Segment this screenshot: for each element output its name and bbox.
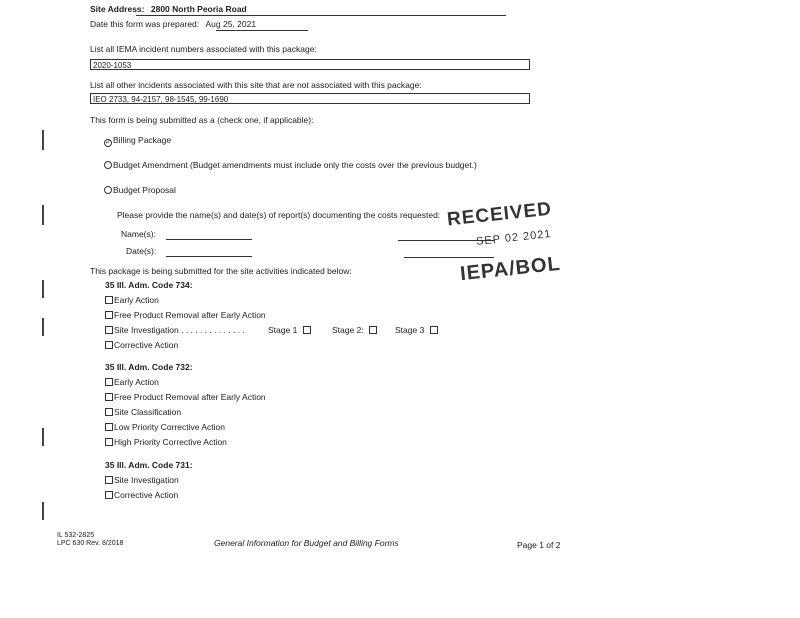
code-732-high-priority[interactable] [105, 437, 227, 447]
checkbox-icon[interactable] [369, 326, 377, 334]
site-address-value: 2800 North Peoria Road [150, 4, 247, 14]
incident-numbers-field[interactable]: 2020-1053 [90, 59, 530, 70]
received-stamp-text: RECEIVED [446, 198, 553, 231]
date-prepared-label: Date this form was prepared: [90, 19, 200, 29]
checkbox-icon[interactable] [105, 408, 113, 416]
radio-icon[interactable] [104, 161, 112, 169]
code-731-site-investigation[interactable] [105, 475, 179, 485]
dates-field-line[interactable] [166, 256, 252, 257]
incident-numbers-label: List all IEMA incident numbers associated with this package: [90, 44, 317, 54]
scan-margin-mark [42, 205, 44, 225]
scan-margin-mark [42, 280, 44, 298]
submission-type-label: This form is being submitted as a (check one, if applicable): [90, 115, 314, 125]
checkbox-icon[interactable] [105, 438, 113, 446]
checkbox-label: Early Action [114, 377, 159, 387]
code-734-free-product[interactable] [105, 310, 266, 320]
checkbox-icon[interactable] [105, 393, 113, 401]
scan-margin-mark [42, 502, 44, 520]
budget-amendment-option[interactable] [104, 160, 477, 170]
billing-package-label: Billing Package [113, 135, 172, 145]
form-id-1: IL 532-2825 [57, 532, 95, 539]
stage-2-label: Stage 2: [332, 325, 364, 335]
code-731-heading: 35 Ill. Adm. Code 731: [105, 460, 193, 470]
budget-proposal-option[interactable] [104, 185, 176, 195]
budget-amendment-label: Budget Amendment (Budget amendments must include only the costs over the previous budget.) [113, 160, 477, 170]
checkbox-icon[interactable] [105, 476, 113, 484]
other-incidents-field[interactable]: IEO 2733, 94-2157, 98-1545, 99-1690 [90, 93, 530, 104]
checkbox-icon[interactable] [105, 378, 113, 386]
dates-label: Date(s): [126, 246, 157, 256]
checkbox-label: Corrective Action [114, 340, 179, 350]
stage-1-option[interactable] [268, 325, 312, 335]
checkbox-icon[interactable] [105, 296, 113, 304]
page-number: Page 1 of 2 [517, 540, 561, 550]
code-732-early-action[interactable] [105, 377, 159, 387]
other-incidents-label: List all other incidents associated with this site that are not associated with this package: [90, 80, 422, 90]
dates-field-line-2[interactable] [404, 257, 494, 258]
site-address-underline [136, 15, 506, 16]
checkbox-label: Low Priority Corrective Action [114, 422, 226, 432]
site-address-row [90, 4, 247, 14]
checkbox-icon[interactable] [105, 341, 113, 349]
stage-2-option[interactable] [332, 325, 378, 335]
site-address-label: Site Address: [90, 4, 145, 14]
received-stamp-date: SEP 02 2021 [475, 228, 553, 248]
scan-margin-mark [42, 428, 44, 446]
date-prepared-row [90, 19, 256, 29]
checkbox-icon[interactable] [105, 423, 113, 431]
checkbox-icon[interactable] [105, 311, 113, 319]
code-732-site-classification[interactable] [105, 407, 181, 417]
scan-margin-mark [42, 318, 44, 336]
checkbox-icon[interactable] [303, 326, 311, 334]
checkbox-label: Corrective Action [114, 490, 179, 500]
radio-icon[interactable] [104, 186, 112, 194]
code-734-corrective-action[interactable] [105, 340, 178, 350]
code-732-low-priority[interactable] [105, 422, 225, 432]
report-prompt: Please provide the name(s) and date(s) of report(s) documenting the costs requested: [117, 210, 441, 220]
code-734-site-investigation[interactable] [105, 325, 245, 335]
billing-package-option[interactable] [104, 135, 171, 147]
activities-label: This package is being submitted for the site activities indicated below: [90, 266, 352, 276]
radio-checked-icon[interactable]: ✓ [105, 139, 111, 146]
date-prepared-underline [216, 30, 308, 31]
received-stamp-agency: IEPA/BOL [459, 252, 562, 286]
checkbox-label: Site Investigation . . . . . . . . . . . . . . [114, 325, 245, 335]
checkbox-label: Site Investigation [114, 475, 179, 485]
code-734-heading: 35 Ill. Adm. Code 734: [105, 280, 193, 290]
stage-3-option[interactable] [395, 325, 439, 335]
checkbox-label: Early Action [114, 295, 159, 305]
footer-title: General Information for Budget and Billing Forms [214, 538, 399, 548]
checkbox-label: Free Product Removal after Early Action [114, 310, 266, 320]
checkbox-label: Site Classification [114, 407, 182, 417]
checkbox-label: Free Product Removal after Early Action [114, 392, 266, 402]
form-id-2: LPC 630 Rev. 8/2018 [57, 540, 124, 547]
code-734-early-action[interactable] [105, 295, 159, 305]
date-prepared-value[interactable]: Aug 25, 2021 [205, 19, 257, 29]
stage-3-label: Stage 3 [395, 325, 425, 335]
checkbox-label: High Priority Corrective Action [114, 437, 227, 447]
checkbox-icon[interactable] [105, 326, 113, 334]
names-field-line[interactable] [166, 239, 252, 240]
checkbox-icon[interactable] [105, 491, 113, 499]
scan-margin-mark [42, 130, 44, 150]
code-731-corrective-action[interactable] [105, 490, 178, 500]
budget-proposal-label: Budget Proposal [113, 185, 176, 195]
code-732-heading: 35 Ill. Adm. Code 732: [105, 362, 193, 372]
checkbox-icon[interactable] [430, 326, 438, 334]
stage-1-label: Stage 1 [268, 325, 298, 335]
names-label: Name(s): [121, 229, 156, 239]
code-732-free-product[interactable] [105, 392, 266, 402]
